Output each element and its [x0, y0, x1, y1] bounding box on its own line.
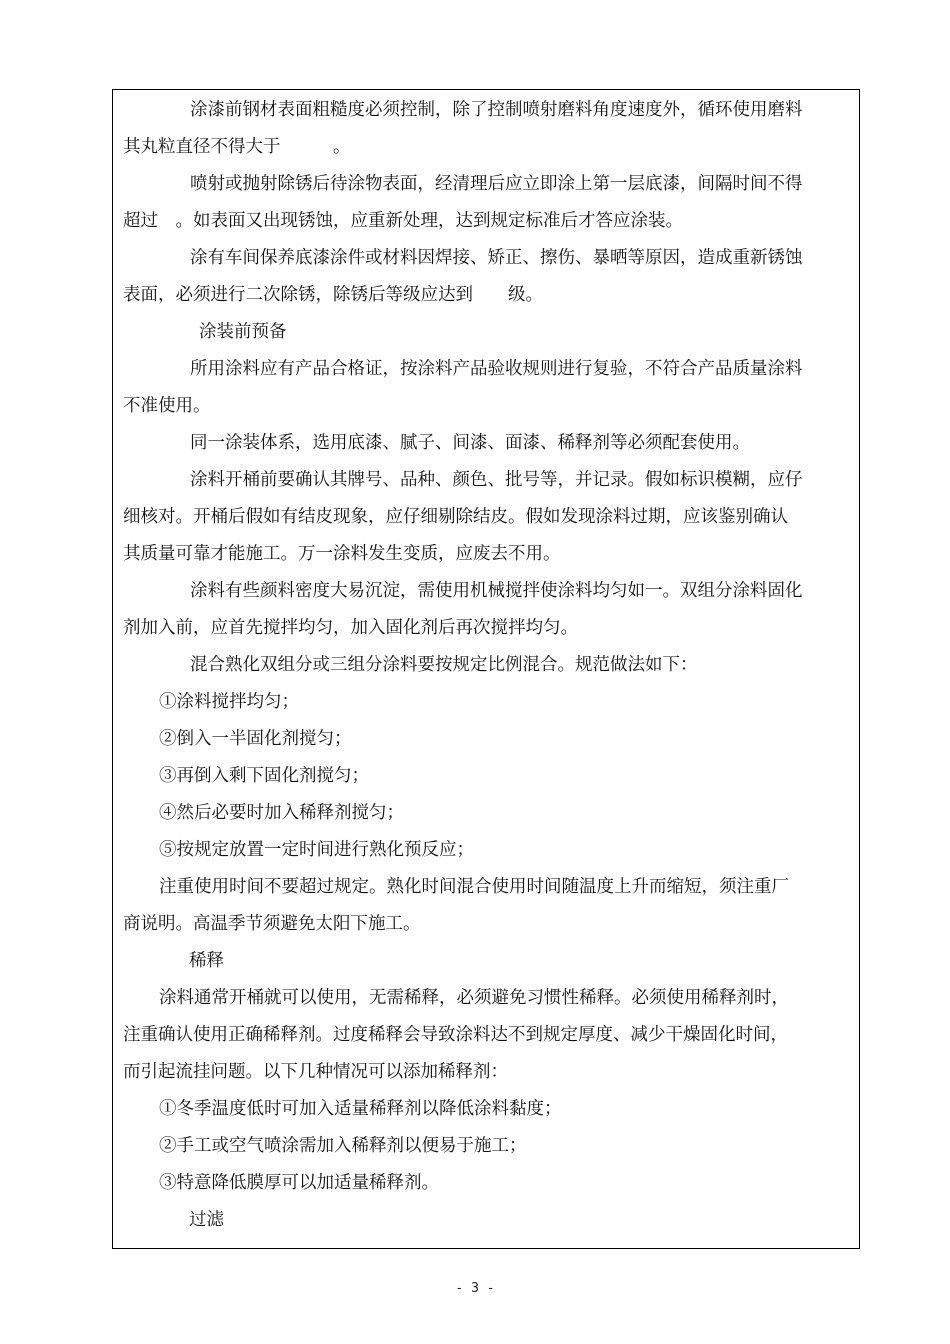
paragraph-line: 表面，必须进行二次除锈，除锈后等级应达到 级。 [123, 285, 543, 305]
paragraph-line: 其质量可靠才能施工。万一涂料发生变质，应废去不用。 [123, 544, 561, 564]
paragraph-line: 同一涂装体系，选用底漆、腻子、间漆、面漆、稀释剂等必须配套使用。 [190, 433, 750, 453]
section-heading: 稀释 [189, 951, 224, 971]
section-heading: 过滤 [189, 1210, 224, 1230]
paragraph-line: 涂料通常开桶就可以使用，无需稀释，必须避免习惯性稀释。必须使用稀释剂时， [159, 988, 789, 1008]
paragraph-line: 超过 。如表面又出现锈蚀，应重新处理，达到规定标准后才答应涂装。 [123, 211, 683, 231]
list-item: ①涂料搅拌均匀； [159, 692, 299, 712]
list-item: ⑤按规定放置一定时间进行熟化预反应； [159, 840, 474, 860]
paragraph-line: 注重使用时间不要超过规定。熟化时间混合使用时间随温度上升而缩短，须注重厂 [159, 877, 789, 897]
paragraph-line: 其丸粒直径不得大于 。 [123, 137, 351, 157]
paragraph-line: 商说明。高温季节须避免太阳下施工。 [123, 914, 421, 934]
section-heading: 涂装前预备 [199, 322, 287, 342]
paragraph-line: 细核对。开桶后假如有结皮现象，应仔细剔除结皮。假如发现涂料过期，应该鉴别确认 [123, 507, 788, 527]
page-number: - 3 - [455, 1281, 495, 1296]
list-item: ①冬季温度低时可加入适量稀释剂以降低涂料黏度； [159, 1099, 562, 1119]
document-body [123, 92, 855, 1239]
list-item: ③特意降低膜厚可以加适量稀释剂。 [159, 1173, 439, 1193]
list-item: ②倒入一半固化剂搅匀； [159, 729, 352, 749]
paragraph-line: 涂有车间保养底漆涂件或材料因焊接、矫正、擦伤、暴晒等原因，造成重新锈蚀 [190, 248, 803, 268]
paragraph-line: 剂加入前，应首先搅拌均匀，加入固化剂后再次搅拌均匀。 [123, 618, 578, 638]
paragraph-line: 涂料开桶前要确认其牌号、品种、颜色、批号等，并记录。假如标识模糊，应仔 [190, 470, 803, 490]
paragraph-line: 喷射或抛射除锈后待涂物表面，经清理后应立即涂上第一层底漆，间隔时间不得 [190, 174, 803, 194]
paragraph-line: 涂料有些颜料密度大易沉淀，需使用机械搅拌使涂料均匀如一。双组分涂料固化 [190, 581, 803, 601]
paragraph-line: 混合熟化双组分或三组分涂料要按规定比例混合。规范做法如下： [190, 655, 698, 675]
paragraph-line: 涂漆前钢材表面粗糙度必须控制，除了控制喷射磨料角度速度外，循环使用磨料 [190, 100, 803, 120]
paragraph-line: 而引起流挂问题。以下几种情况可以添加稀释剂： [123, 1062, 508, 1082]
list-item: ③再倒入剩下固化剂搅匀； [159, 766, 369, 786]
list-item: ②手工或空气喷涂需加入稀释剂以便易于施工； [159, 1136, 527, 1156]
list-item: ④然后必要时加入稀释剂搅匀； [159, 803, 404, 823]
paragraph-line: 所用涂料应有产品合格证，按涂料产品验收规则进行复验，不符合产品质量涂料 [190, 359, 803, 379]
paragraph-line: 不准使用。 [123, 396, 211, 416]
paragraph-line: 注重确认使用正确稀释剂。过度稀释会导致涂料达不到规定厚度、减少干燥固化时间， [123, 1025, 788, 1045]
